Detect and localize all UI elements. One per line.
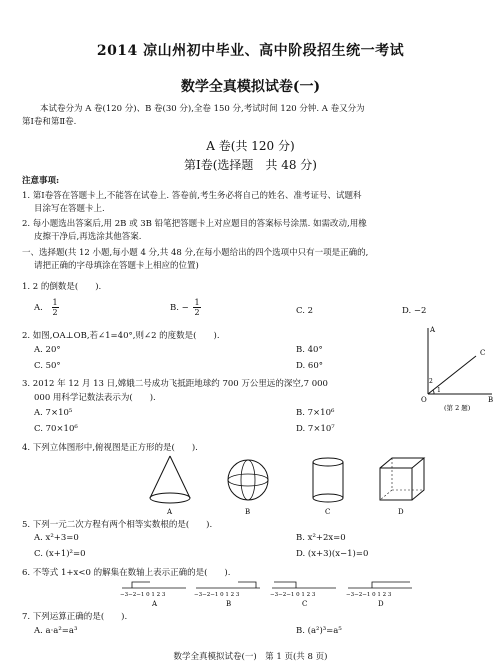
- q1-option-d: D. −2: [402, 306, 427, 316]
- note-1-line-2: 目涂写在答题卡上.: [34, 204, 105, 214]
- q1-option-a: A. $\frac{1}{2}$: [34, 298, 58, 317]
- q7-option-b: B. (a²)³=a⁵: [296, 626, 342, 636]
- note-2-line-1: 2. 每小题选出答案后,用 2B 或 3B 铅笔把答题卡上对应题目的答案标号涂黑. 如需改动,用橡: [22, 219, 367, 229]
- exam-title: 2014 凉山州初中毕业、高中阶段招生统一考试: [96, 43, 405, 59]
- number-line-a: [120, 582, 186, 608]
- q5-option-c: C. (x+1)²=0: [34, 549, 86, 559]
- svg-text:−3−2−1 0 1 2 3: −3−2−1 0 1 2 3: [194, 592, 240, 598]
- q3-option-c: C. 70×10⁶: [34, 424, 78, 434]
- q6-label-d: D: [378, 600, 384, 608]
- q3-stem-line-2: 000 用科学记数法表示为( ).: [34, 393, 156, 403]
- notes-title: 注意事项:: [22, 176, 60, 186]
- note-2-line-2: 皮擦干净后,再选涂其他答案.: [34, 232, 142, 242]
- q5-stem: 5. 下列一元二次方程有两个相等实数根的是( ).: [22, 520, 213, 530]
- fig-caption: (第 2 题): [444, 404, 471, 412]
- angle-1-arc: [433, 390, 434, 394]
- svg-text:−3−2−1 0 1 2 3: −3−2−1 0 1 2 3: [120, 592, 166, 598]
- page-footer: 数学全真模拟试卷(一) 第 1 页(共 8 页): [173, 652, 328, 662]
- mc-heading-line-1: 一、选择题(共 12 小题,每小题 4 分,共 48 分,在每小题给出的四个选项中只有一项是正确的,: [22, 248, 369, 258]
- note-1-line-1: 1. 第Ⅰ卷答在答题卡上,不能答在试卷上. 答卷前,考生务必将自己的姓名、准考证号、试题科: [22, 191, 362, 201]
- q5-option-b: B. x²+2x=0: [296, 533, 346, 543]
- q6-stem: 6. 不等式 1+x<0 的解集在数轴上表示正确的是( ).: [22, 568, 231, 578]
- q5-option-d: D. (x+3)(x−1)=0: [296, 549, 369, 559]
- q4-stem: 4. 下列立体图形中,俯视图是正方形的是( ).: [22, 443, 198, 453]
- q2-option-b: B. 40°: [296, 345, 323, 355]
- intro-line-2: 第Ⅰ卷和第Ⅱ卷.: [22, 117, 77, 127]
- exam-subtitle: 数学全真模拟试卷(一): [180, 79, 321, 95]
- sphere-shape: [228, 460, 268, 500]
- q2-option-a: A. 20°: [34, 345, 61, 355]
- q6-label-c: C: [302, 600, 308, 608]
- ray-oc: [428, 356, 476, 394]
- svg-text:−3−2−1 0 1 2 3: −3−2−1 0 1 2 3: [346, 592, 392, 598]
- number-line-c: [270, 582, 336, 608]
- q5-option-a: A. x²+3=0: [34, 533, 79, 543]
- fig-label-c: C: [480, 349, 486, 357]
- q3-option-b: B. 7×10⁶: [296, 408, 335, 418]
- intro-line-1: 本试卷分为 A 卷(120 分)、B 卷(30 分),全卷 150 分,考试时间 120 分钟. A 卷又分为: [40, 104, 365, 114]
- q4-label-d: D: [398, 508, 404, 516]
- q6-label-b: B: [226, 600, 232, 608]
- number-line-d: [346, 582, 412, 608]
- part-1-heading: 第Ⅰ卷(选择题 共 48 分): [183, 158, 317, 172]
- q7-option-a: A. a·a²=a³: [34, 626, 78, 636]
- q2-option-c: C. 50°: [34, 361, 61, 371]
- fig-label-a: A: [430, 326, 436, 334]
- number-line-b: [194, 582, 260, 608]
- svg-text:−3−2−1 0 1 2 3: −3−2−1 0 1 2 3: [270, 592, 316, 598]
- cylinder-shape: [313, 458, 343, 502]
- q1-option-c: C. 2: [296, 306, 314, 316]
- fig-angle-1: 1: [437, 387, 441, 394]
- q4-solids-figure: [140, 454, 430, 516]
- q6-label-a: A: [152, 600, 158, 608]
- q4-label-a: A: [167, 508, 173, 516]
- q2-angle-figure: [418, 322, 498, 414]
- fig-label-o: O: [421, 396, 427, 404]
- cone-shape: [150, 456, 190, 503]
- q2-stem: 2. 如图,OA⊥OB,若∠1=40°,则∠2 的度数是( ).: [22, 331, 220, 341]
- q3-option-a: A. 7×10⁵: [34, 408, 73, 418]
- q4-label-c: C: [325, 508, 331, 516]
- fig-angle-2: 2: [429, 378, 433, 385]
- q3-option-d: D. 7×10⁷: [296, 424, 335, 434]
- q4-label-b: B: [245, 508, 251, 516]
- q7-stem: 7. 下列运算正确的是( ).: [22, 612, 128, 622]
- q2-option-d: D. 60°: [296, 361, 323, 371]
- mc-heading-line-2: 请把正确的字母填涂在答题卡上相应的位置): [34, 261, 199, 271]
- cube-shape: [380, 458, 424, 500]
- q3-stem-line-1: 3. 2012 年 12 月 13 日,嫦娥二号成功飞抵距地球约 700 万公里远的深空,7 000: [22, 379, 328, 389]
- q1-stem: 1. 2 的倒数是( ).: [22, 282, 102, 292]
- q1-option-b: B. − $\frac{1}{2}$: [170, 298, 200, 317]
- section-a-heading: A 卷(共 120 分): [206, 139, 295, 153]
- fig-label-b: B: [488, 396, 494, 404]
- q6-number-lines: [120, 578, 420, 608]
